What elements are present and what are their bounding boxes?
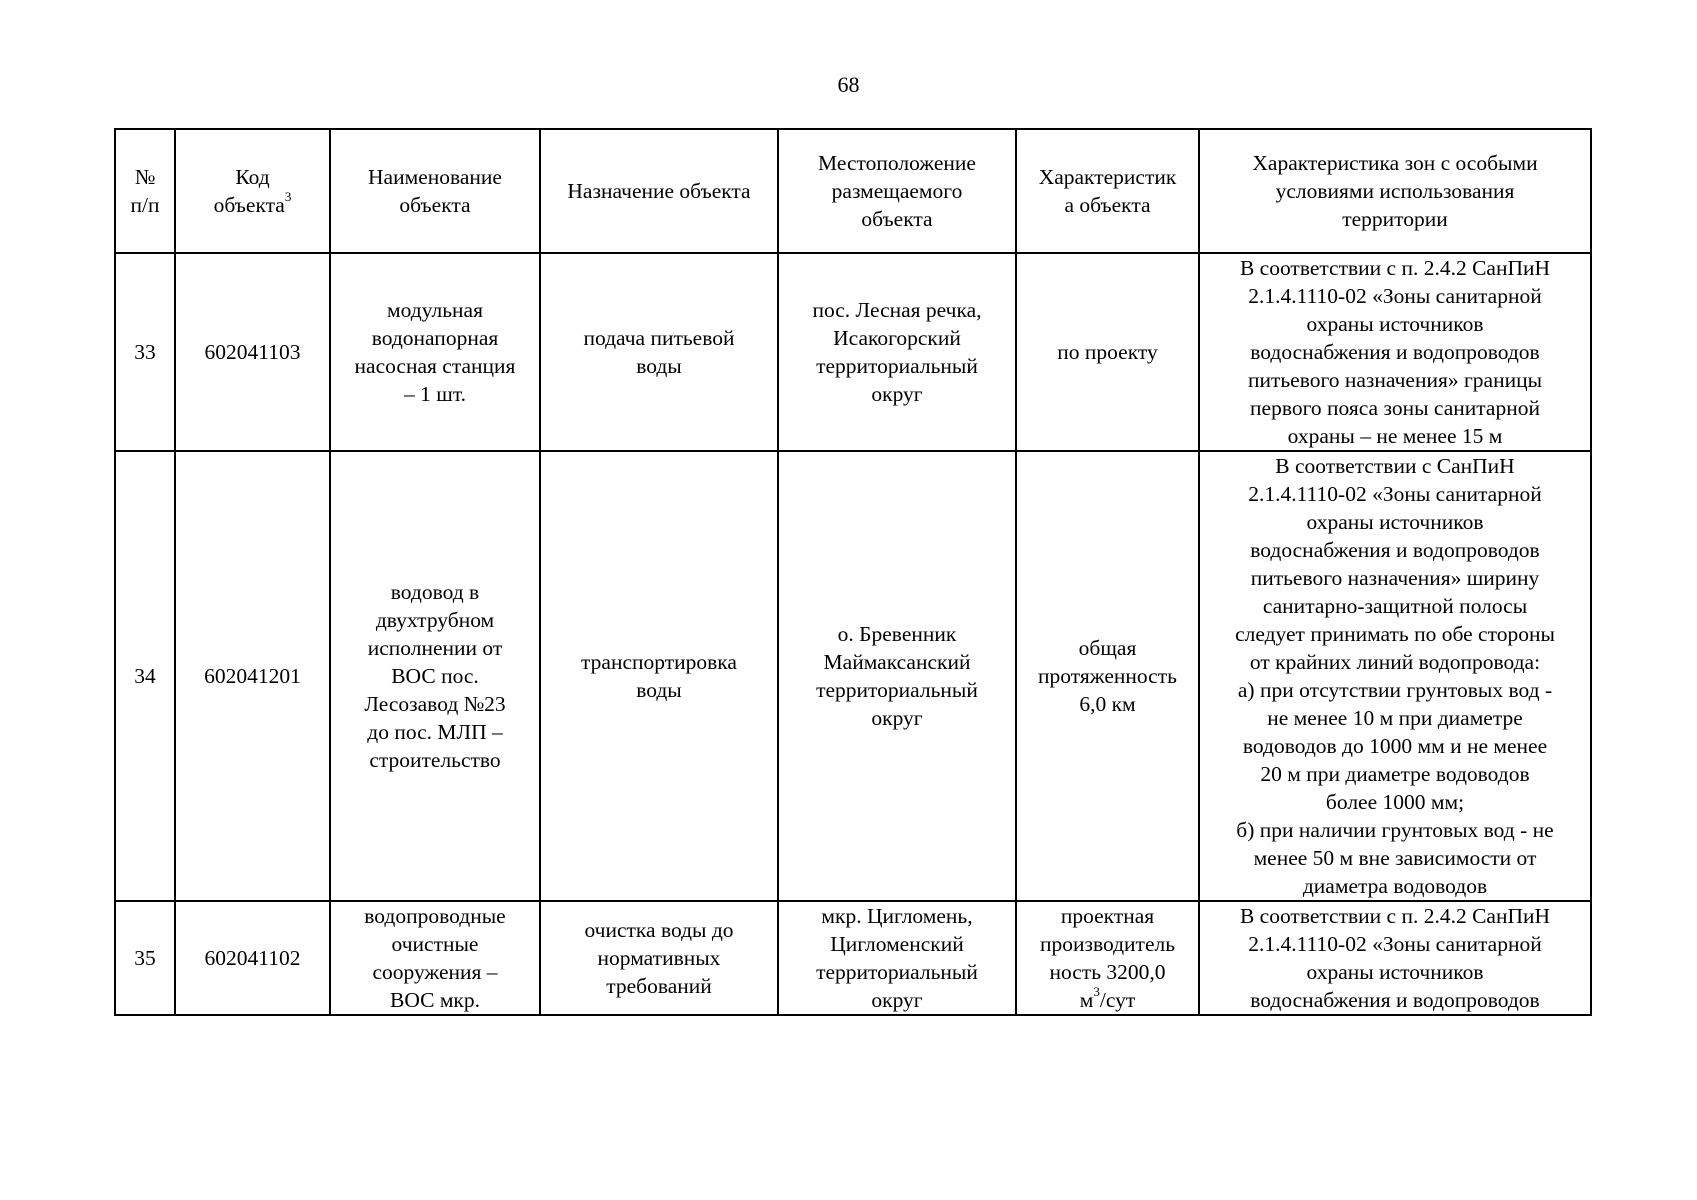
page-number: 68 (837, 72, 860, 97)
table-row (115, 451, 1591, 901)
row-number: 35 (115, 901, 175, 1015)
row-location: мкр. Цигломень, Цигломенский территориальный округ (778, 901, 1016, 1015)
row-code: 602041102 (175, 901, 330, 1015)
row-purpose: очистка воды до нормативных требований (540, 901, 778, 1015)
row-number: 33 (115, 253, 175, 451)
table-row (115, 901, 1591, 1015)
table-row (115, 253, 1591, 451)
header-number: № п/п (115, 129, 175, 253)
row-characteristic: по проекту (1016, 253, 1199, 451)
row-name: водопроводные очистные сооружения – ВОС мкр. (330, 901, 540, 1015)
row-location: пос. Лесная речка, Исакогорский территориальный округ (778, 253, 1016, 451)
footnote-marker: 3 (284, 188, 292, 204)
header-zones: Характеристика зон с особыми условиями использования территории (1199, 129, 1591, 253)
header-name: Наименование объекта (330, 129, 540, 253)
row-name: водовод в двухтрубном исполнении от ВОС пос. Лесозавод №23 до пос. МЛП – строительство (330, 451, 540, 901)
table-header-row (115, 129, 1591, 253)
row-location: о. Бревенник Маймаксанский территориальный округ (778, 451, 1016, 901)
row-purpose: подача питьевой воды (540, 253, 778, 451)
row-number: 34 (115, 451, 175, 901)
row-code: 602041103 (175, 253, 330, 451)
row-purpose: транспортировка воды (540, 451, 778, 901)
objects-table (114, 128, 1592, 1016)
row-name: модульная водонапорная насосная станция – 1 шт. (330, 253, 540, 451)
cubic-superscript: 3 (1093, 983, 1100, 999)
header-characteristic: Характеристик а объекта (1016, 129, 1199, 253)
row-code: 602041201 (175, 451, 330, 901)
row-zones: В соответствии с п. 2.4.2 СанПиН 2.1.4.1110-02 «Зоны санитарной охраны источников водоснабжения и водопроводов (1199, 901, 1591, 1015)
row-characteristic: общая протяженность 6,0 км (1016, 451, 1199, 901)
row-characteristic: проектная производитель ность 3200,0 $м^3$/сут (1016, 901, 1199, 1015)
header-code: Код объекта$^3$ (175, 129, 330, 253)
row-zones: В соответствии с п. 2.4.2 СанПиН 2.1.4.1110-02 «Зоны санитарной охраны источников водоснабжения и водопроводов питьевого назначения» границы первого пояса зоны санитарной охраны – не менее 15 м (1199, 253, 1591, 451)
row-zones: В соответствии с СанПиН 2.1.4.1110-02 «Зоны санитарной охраны источников водоснабжения и водопроводов питьевого назначения» ширину санитарно-защитной полосы следует принимать по обе стороны от крайних линий водопровода: а) при отсутствии грунтовых вод - не менее 10 м при диаметре водоводов до 1000 мм и не менее 20 м при диаметре водоводов более 1000 мм; б) при наличии грунтовых вод - не менее 50 м вне зависимости от диаметра водоводов (1199, 451, 1591, 901)
header-purpose: Назначение объекта (540, 129, 778, 253)
header-location: Местоположение размещаемого объекта (778, 129, 1016, 253)
